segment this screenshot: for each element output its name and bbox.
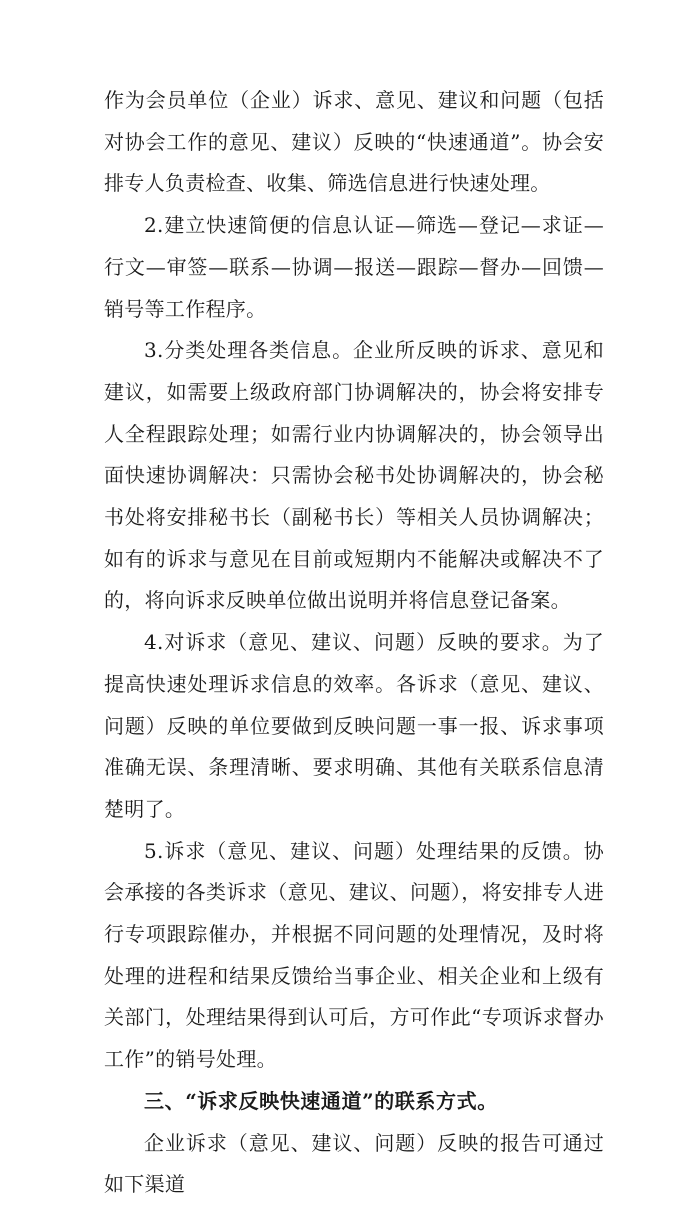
section-heading-contact: 三、“诉求反映快速通道”的联系方式。 — [144, 1088, 498, 1113]
paragraph-item-3: 3.分类处理各类信息。企业所反映的诉求、意见和建议，如需要上级政府部门协调解决的，协会将安排专人全程跟踪处理；如需行业内协调解决的，协会领导出面快速协调解决：只需协会秘书处协调解决的，协会秘书处将安排秘书长（副秘书长）等相关人员协调解决；如有的诉求与意见在目前或短期内不能解决或解决不了的，将向诉求反映单位做出说明并将信息登记备案。 — [104, 338, 604, 613]
paragraph-item-4: 4.对诉求（意见、建议、问题）反映的要求。为了提高快速处理诉求信息的效率。各诉求（意见、建议、问题）反映的单位要做到反映问题一事一报、诉求事项准确无误、条理清晰、要求明确、其他有关联系信息清楚明了。 — [104, 630, 604, 821]
paragraph-item-5: 5.诉求（意见、建议、问题）处理结果的反馈。协会承接的各类诉求（意见、建议、问题），将安排专人进行专项跟踪催办，并根据不同问题的处理情况，及时将处理的进程和结果反馈给当事企业、相关企业和上级有关部门，处理结果得到认可后，方可作此“专项诉求督办工作”的销号处理。 — [104, 838, 604, 1072]
paragraph-item-2: 2.建立快速简便的信息认证—筛选—登记—求证—行文—审签—联系—协调—报送—跟踪—督办—回馈—销号等工作程序。 — [104, 213, 604, 321]
document-body — [104, 80, 604, 1206]
paragraph-channel-continued: 作为会员单位（企业）诉求、意见、建议和问题（包括对协会工作的意见、建议）反映的“快速通道”。协会安排专人负责检查、收集、筛选信息进行快速处理。 — [104, 88, 604, 196]
paragraph-contact-intro: 企业诉求（意见、建议、问题）反映的报告可通过如下渠道 — [104, 1130, 604, 1197]
